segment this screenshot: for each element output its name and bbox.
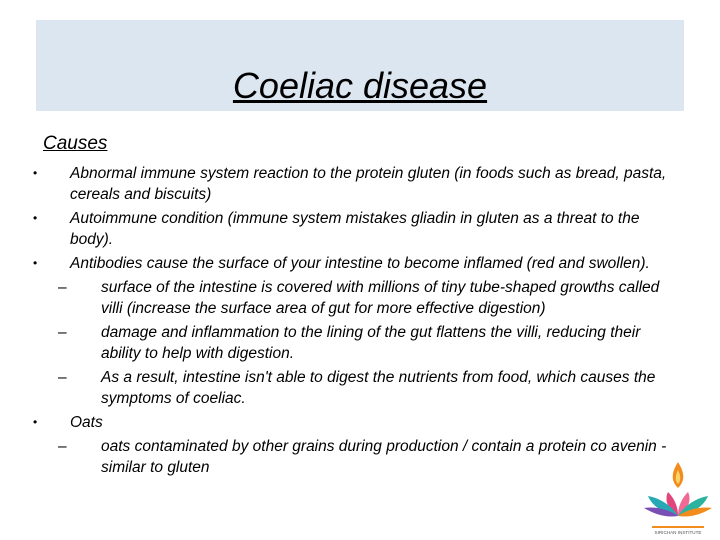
sub-bullet-text: surface of the intestine is covered with millions of tiny tube-shaped growths called villi (increase the surface area of gut for more effective digestion) (101, 279, 660, 317)
bullet-marker: • (33, 415, 38, 429)
lotus-lamp-logo-icon (640, 458, 716, 538)
bullet-item (30, 163, 670, 205)
sub-bullet-list (30, 436, 670, 478)
bullet-text: Antibodies cause the surface of your intestine to become inflamed (red and swollen). (70, 255, 650, 272)
bullet-marker: • (33, 256, 38, 270)
sub-bullet-text: oats contaminated by other grains during production / contain a protein co avenin - similar to gluten (101, 438, 667, 476)
bullet-marker: • (33, 166, 38, 180)
sub-bullet-item (30, 322, 670, 364)
sub-bullet-item (30, 367, 670, 409)
dash-marker: – (58, 279, 67, 296)
bullet-text: Oats (70, 414, 103, 431)
bullet-text: Abnormal immune system reaction to the protein gluten (in foods such as bread, pasta, cereals and biscuits) (70, 165, 667, 203)
slide-title: Coeliac disease (232, 65, 488, 106)
bullet-content (30, 163, 670, 481)
sub-bullet-text: damage and inflammation to the lining of the gut flattens the villi, reducing their ability to help with digestion. (101, 324, 641, 362)
bullet-marker: • (33, 211, 38, 225)
dash-marker: – (58, 438, 67, 455)
sub-bullet-list (30, 277, 670, 409)
bullet-item (30, 208, 670, 250)
sub-bullet-item (30, 277, 670, 319)
section-heading: Causes (43, 133, 108, 154)
sub-bullet-text: As a result, intestine isn't able to digest the nutrients from food, which causes the symptoms of coeliac. (101, 369, 656, 407)
bullet-text: Autoimmune condition (immune system mistakes gliadin in gluten as a threat to the body). (70, 210, 640, 248)
bullet-item (30, 412, 670, 433)
dash-marker: – (58, 324, 67, 341)
dash-marker: – (58, 369, 67, 386)
title-band (36, 20, 684, 111)
bullet-list (30, 163, 670, 274)
bullet-item (30, 253, 670, 274)
logo-wordmark: SIRICHAN INSTITUTE (654, 530, 702, 535)
sub-bullet-item (30, 436, 670, 478)
bullet-list (30, 412, 670, 433)
